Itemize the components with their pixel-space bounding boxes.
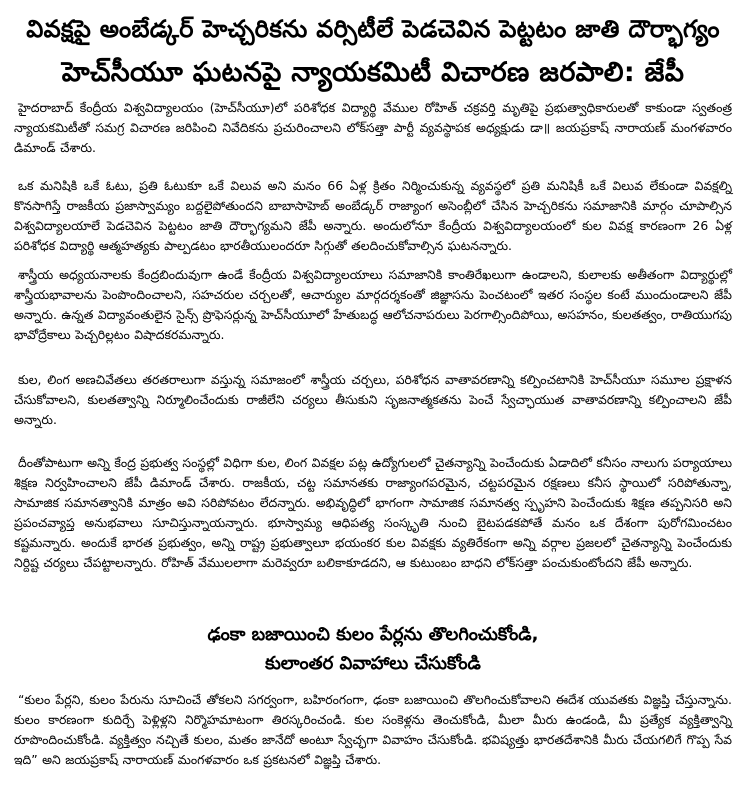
subheading-line-2: కులాంతర వివాహాలు చేసుకోండి [265, 653, 481, 674]
body-paragraph: హైదరాబాద్ కేంద్రీయ విశ్వవిద్యాలయం (హెచ్‌సీయూ)లో పరిశోధక విద్యార్థి వేముల రోహిత్ చక్రవర్తి మృతిపై ప్రభుత్వాధికారులతో కాకుండా స్వతంత్ర న్యాయకమిటీతో సమగ్ర విచారణ జరిపించి నివేదికను ప్రచురించాలని లోక్‌సత్తా పార్టీ వ్యవస్థాపక అధ్యక్షుడు డా॥ జయప్రకాష్ నారాయణ్ మంగళవారం డిమాండ్ చేశారు. [14, 100, 732, 155]
body-paragraph: ఒక మనిషికి ఒకే ఓటు, ప్రతి ఓటుకూ ఒకే విలువ అని మనం 66 ఏళ్ల క్రితం నిర్మించుకున్న వ్యవస్థలో ప్రతి మనిషికీ ఒకే విలువ లేకుండా వివక్షల్ని కొనసాగిస్తే రాజకీయ ప్రజాస్వామ్యం బద్దలైపోతుందని బాబాసాహెబ్ అంబేడ్కర్ రాజ్యాంగ అసెంబ్లీలో చేసిన హెచ్చరికను సమాజానికి మార్గం చూపాల్సిన విశ్వవిద్యాలయాలే పెడచెవిన పెట్టటం జాతి దౌర్భాగ్యమని జేపీ అన్నారు. అందులోనూ కేంద్రీయ విశ్వవిద్యాలయంలో కుల వివక్ష కారణంగా 26 ఏళ్ల పరిశోధక విద్యార్థి ఆత్మహత్యకు పాల్పడటం భారతీయులందరూ సిగ్గుతో తలదించుకోవాల్సిన ఘటనన్నారు. [14, 178, 732, 253]
subheading-line-1: ఢంకా బజాయించి కులం పేర్లను తొలగించుకోండి, [207, 624, 539, 645]
body-paragraph: కుల, లింగ అణచివేతలు తరతరాలుగా వస్తున్న సమాజంలో శాస్త్రీయ చర్చలు, పరిశోధన వాతావరణాన్ని కల్పించటానికి హెచ్‌సీయూ సమూల ప్రక్షాళన చేసుకోవాలని, కులతత్వాన్ని నిర్మూలించేందుకు రాజీలేని చర్యలు తీసుకుని సృజనాత్మకతను పెంచే స్వేచ్ఛాయుత వాతావరణాన్ని కల్పించాలని జేపీ అన్నారు. [14, 372, 732, 427]
closing-paragraph: “కులం పేర్లని, కులం పేరును సూచించే తోకలని సగర్వంగా, బహిరంగంగా, ఢంకా బజాయించి తొలగించుకోవాలని ఈదేశ యువతకు విజ్ఞప్తి చేస్తున్నాను. కులం కారణంగా కుదిర్చే పెళ్లిళ్లని నిర్మొహమాటంగా తిరస్కరించండి. కుల సంకెళ్లను తెంచుకోండి, మీలా మీరు ఉండండి, మీ ప్రత్యేక వ్యక్తిత్వాన్ని రూపొందించుకోండి. వ్యక్తిత్వం నచ్చితే కులం, మతం జానేదో అంటూ స్వేచ్ఛగా వివాహం చేసుకోండి. భవిష్యత్తు భారతదేశానికి మీరు చేయగలిగే గొప్ప సేవ ఇది” అని జయప్రకాష్ నారాయణ్ మంగళవారం ఒక ప్రకటనలో విజ్ఞప్తి చేశారు. [14, 692, 732, 767]
headline-line-1: వివక్షపై అంబేడ్కర్ హెచ్చరికను వర్సిటీలే పెడచెవిన పెట్టటం జాతి దౌర్భాగ్యం [26, 15, 720, 43]
headline-line-2: హెచ్‌సీయూ ఘటనపై న్యాయకమిటీ విచారణ జరపాలి: జేపీ [61, 57, 685, 88]
body-paragraph: దీంతోపాటుగా అన్ని కేంద్ర ప్రభుత్వ సంస్థల్లో విధిగా కుల, లింగ వివక్షల పట్ల ఉద్యోగులలో చైతన్యాన్ని పెంచేందుకు ఏడాదిలో కనీసం నాలుగు పర్యాయాలు శిక్షణ నిర్వహించాలని జేపీ డిమాండ్ చేశారు. రాజకీయ, చట్ట సమానతకు రాజ్యాంగపరమైన, చట్టపరమైన రక్షణలు కనీస స్థాయిలో సరిపోతున్నా, సామాజిక సమానత్వానికి మాత్రం అవి సరిపోవటం లేదన్నారు. అభివృద్ధిలో భాగంగా సామాజిక సమానత్వ స్పృహని పెంచేందుకు శిక్షణ తప్పనిసరి అని ప్రపంచవ్యాప్త అనుభవాలు సూచిస్తున్నాయన్నారు. భూస్వామ్య ఆధిపత్య సంస్కృతి నుంచి బైటపడకపోతే మనం ఒక దేశంగా పురోగమించటం కష్టమన్నారు. అందుకే భారత ప్రభుత్వం, అన్ని రాష్ట్ర ప్రభుత్వాలూ భయంకర కుల వివక్షకు వ్యతిరేకంగా అన్ని వర్గాల ప్రజలలో చైతన్యాన్ని పెంచేందుకు నిర్దిష్ట చర్యలు చేపట్టాలన్నారు. రోహిత్ వేములలాగా మరెవ్వరూ బలికాకూడదని, ఆ కుటుంబం బాధని లోక్‌సత్తా పంచుకుంటోందని జేపీ అన్నారు. [14, 455, 732, 570]
body-paragraph: శాస్త్రీయ అధ్యయనాలకు కేంద్రబిందువుగా ఉండే కేంద్రీయ విశ్వవిద్యాలయాలు సమాజానికి కాంతిరేఖలుగా ఉండాలని, కులాలకు అతీతంగా విద్యార్థుల్లో శాస్త్రీయభావాలను పెంపొందించాలని, సహచరుల చర్చలతో, ఆచార్యుల మార్గదర్శకంతో జిజ్ఞాసను పెంచటంలో ఇతర సంస్థల కంటే ముందుండాలని జేపీ అన్నారు. ఉన్నత విద్యావంతులైన సైన్స్ ప్రొఫెసర్లున్న హెచ్‌సీయూలో హేతుబద్ధ ఆలోచనాపరులు పెరగాల్సిందిపోయి, అసహనం, కులతత్వం, రాతియుగపు భావోద్రేకాలు పెచ్చరిల్లటం విషాదకరమన్నారు. [14, 267, 732, 342]
